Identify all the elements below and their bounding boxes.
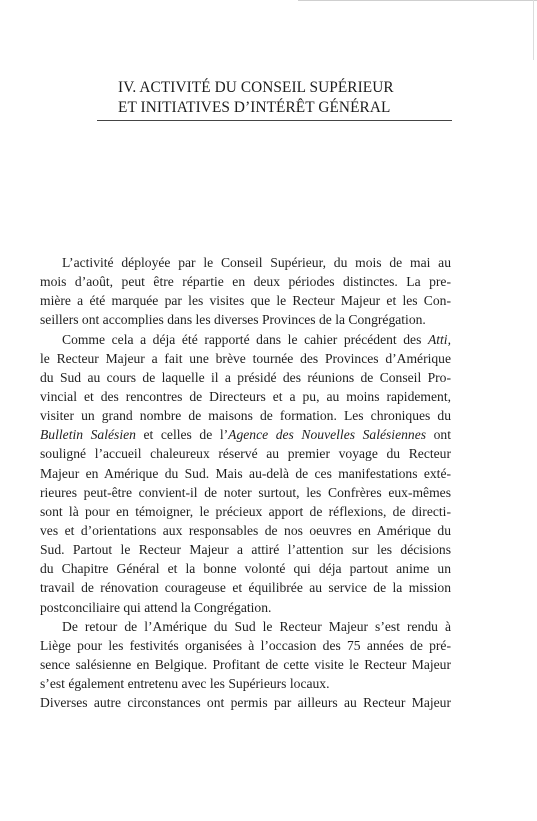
- text-line: Diverses autre circonstances ont permis par ailleurs au Recteur Majeur: [40, 695, 451, 711]
- right-edge-rule: [533, 0, 534, 60]
- text-line: seillers ont accomplies dans les diverses Provinces de la Congrégation.: [40, 312, 426, 328]
- text-line: Majeur en Amérique du Sud. Mais au-delà de ces manifestations exté-: [40, 465, 451, 481]
- text-line: s’est également entretenu avec les Supérieurs locaux.: [40, 676, 330, 692]
- text-line: ves et d’orientations aux responsables de nos oeuvres en Amérique du: [40, 522, 451, 538]
- text-line: postconciliaire qui attend la Congrégation.: [40, 599, 272, 615]
- text-line: Comme cela a déja été rapporté dans le cahier précédent des Atti,: [62, 331, 451, 347]
- text-line: du Chapitre Général et la bonne volonté qui déja partout anime un: [40, 561, 451, 577]
- text-line: sont là pour en témoigner, le précieux apport de réflexions, de directi-: [40, 503, 451, 519]
- top-edge-rule: [298, 0, 537, 1]
- text-line: sence salésienne en Belgique. Profitant de cette visite le Recteur Majeur: [40, 656, 451, 672]
- text-line: Bulletin Salésien et celles de l’Agence des Nouvelles Salésiennes ont: [40, 427, 451, 443]
- heading-line-1: IV. ACTIVITÉ DU CONSEIL SUPÉRIEUR: [118, 79, 394, 96]
- section-heading: [118, 78, 458, 117]
- text-line: mois d’août, peut être répartie en deux périodes distinctes. La pre-: [40, 274, 451, 290]
- text-line: Liège pour les festivités organisées à l’occasion des 75 années de pré-: [40, 637, 451, 653]
- text-line: souligné l’accueil chaleureux réservé au premier voyage du Recteur: [40, 446, 451, 462]
- text-line: travail de rénovation courageuse et équilibrée au service de la mission: [40, 580, 451, 596]
- text-line: mière a été marquée par les visites que le Recteur Majeur et les Con-: [40, 293, 451, 309]
- text-line: Sud. Partout le Recteur Majeur a attiré l’attention sur les décisions: [40, 542, 451, 558]
- body-text: [40, 253, 451, 712]
- heading-underline: [97, 120, 452, 121]
- text-line: L’activité déployée par le Conseil Supérieur, du mois de mai au: [62, 255, 451, 270]
- text-line: De retour de l’Amérique du Sud le Recteur Majeur s’est rendu à: [62, 618, 451, 634]
- text-line: visiter un grand nombre de maisons de formation. Les chroniques du: [40, 408, 451, 424]
- heading-line-2: ET INITIATIVES D’INTÉRÊT GÉNÉRAL: [118, 98, 391, 116]
- text-line: rieures peut-être convient-il de noter surtout, les Confrères eux-mêmes: [40, 484, 451, 500]
- text-line: le Recteur Majeur a fait une brève tournée des Provinces d’Amérique: [40, 350, 451, 366]
- text-line: vincial et des rencontres de Directeurs et a pu, au moins rapidement,: [40, 388, 451, 404]
- text-line: du Sud au cours de laquelle il a présidé des réunions de Conseil Pro-: [40, 369, 451, 385]
